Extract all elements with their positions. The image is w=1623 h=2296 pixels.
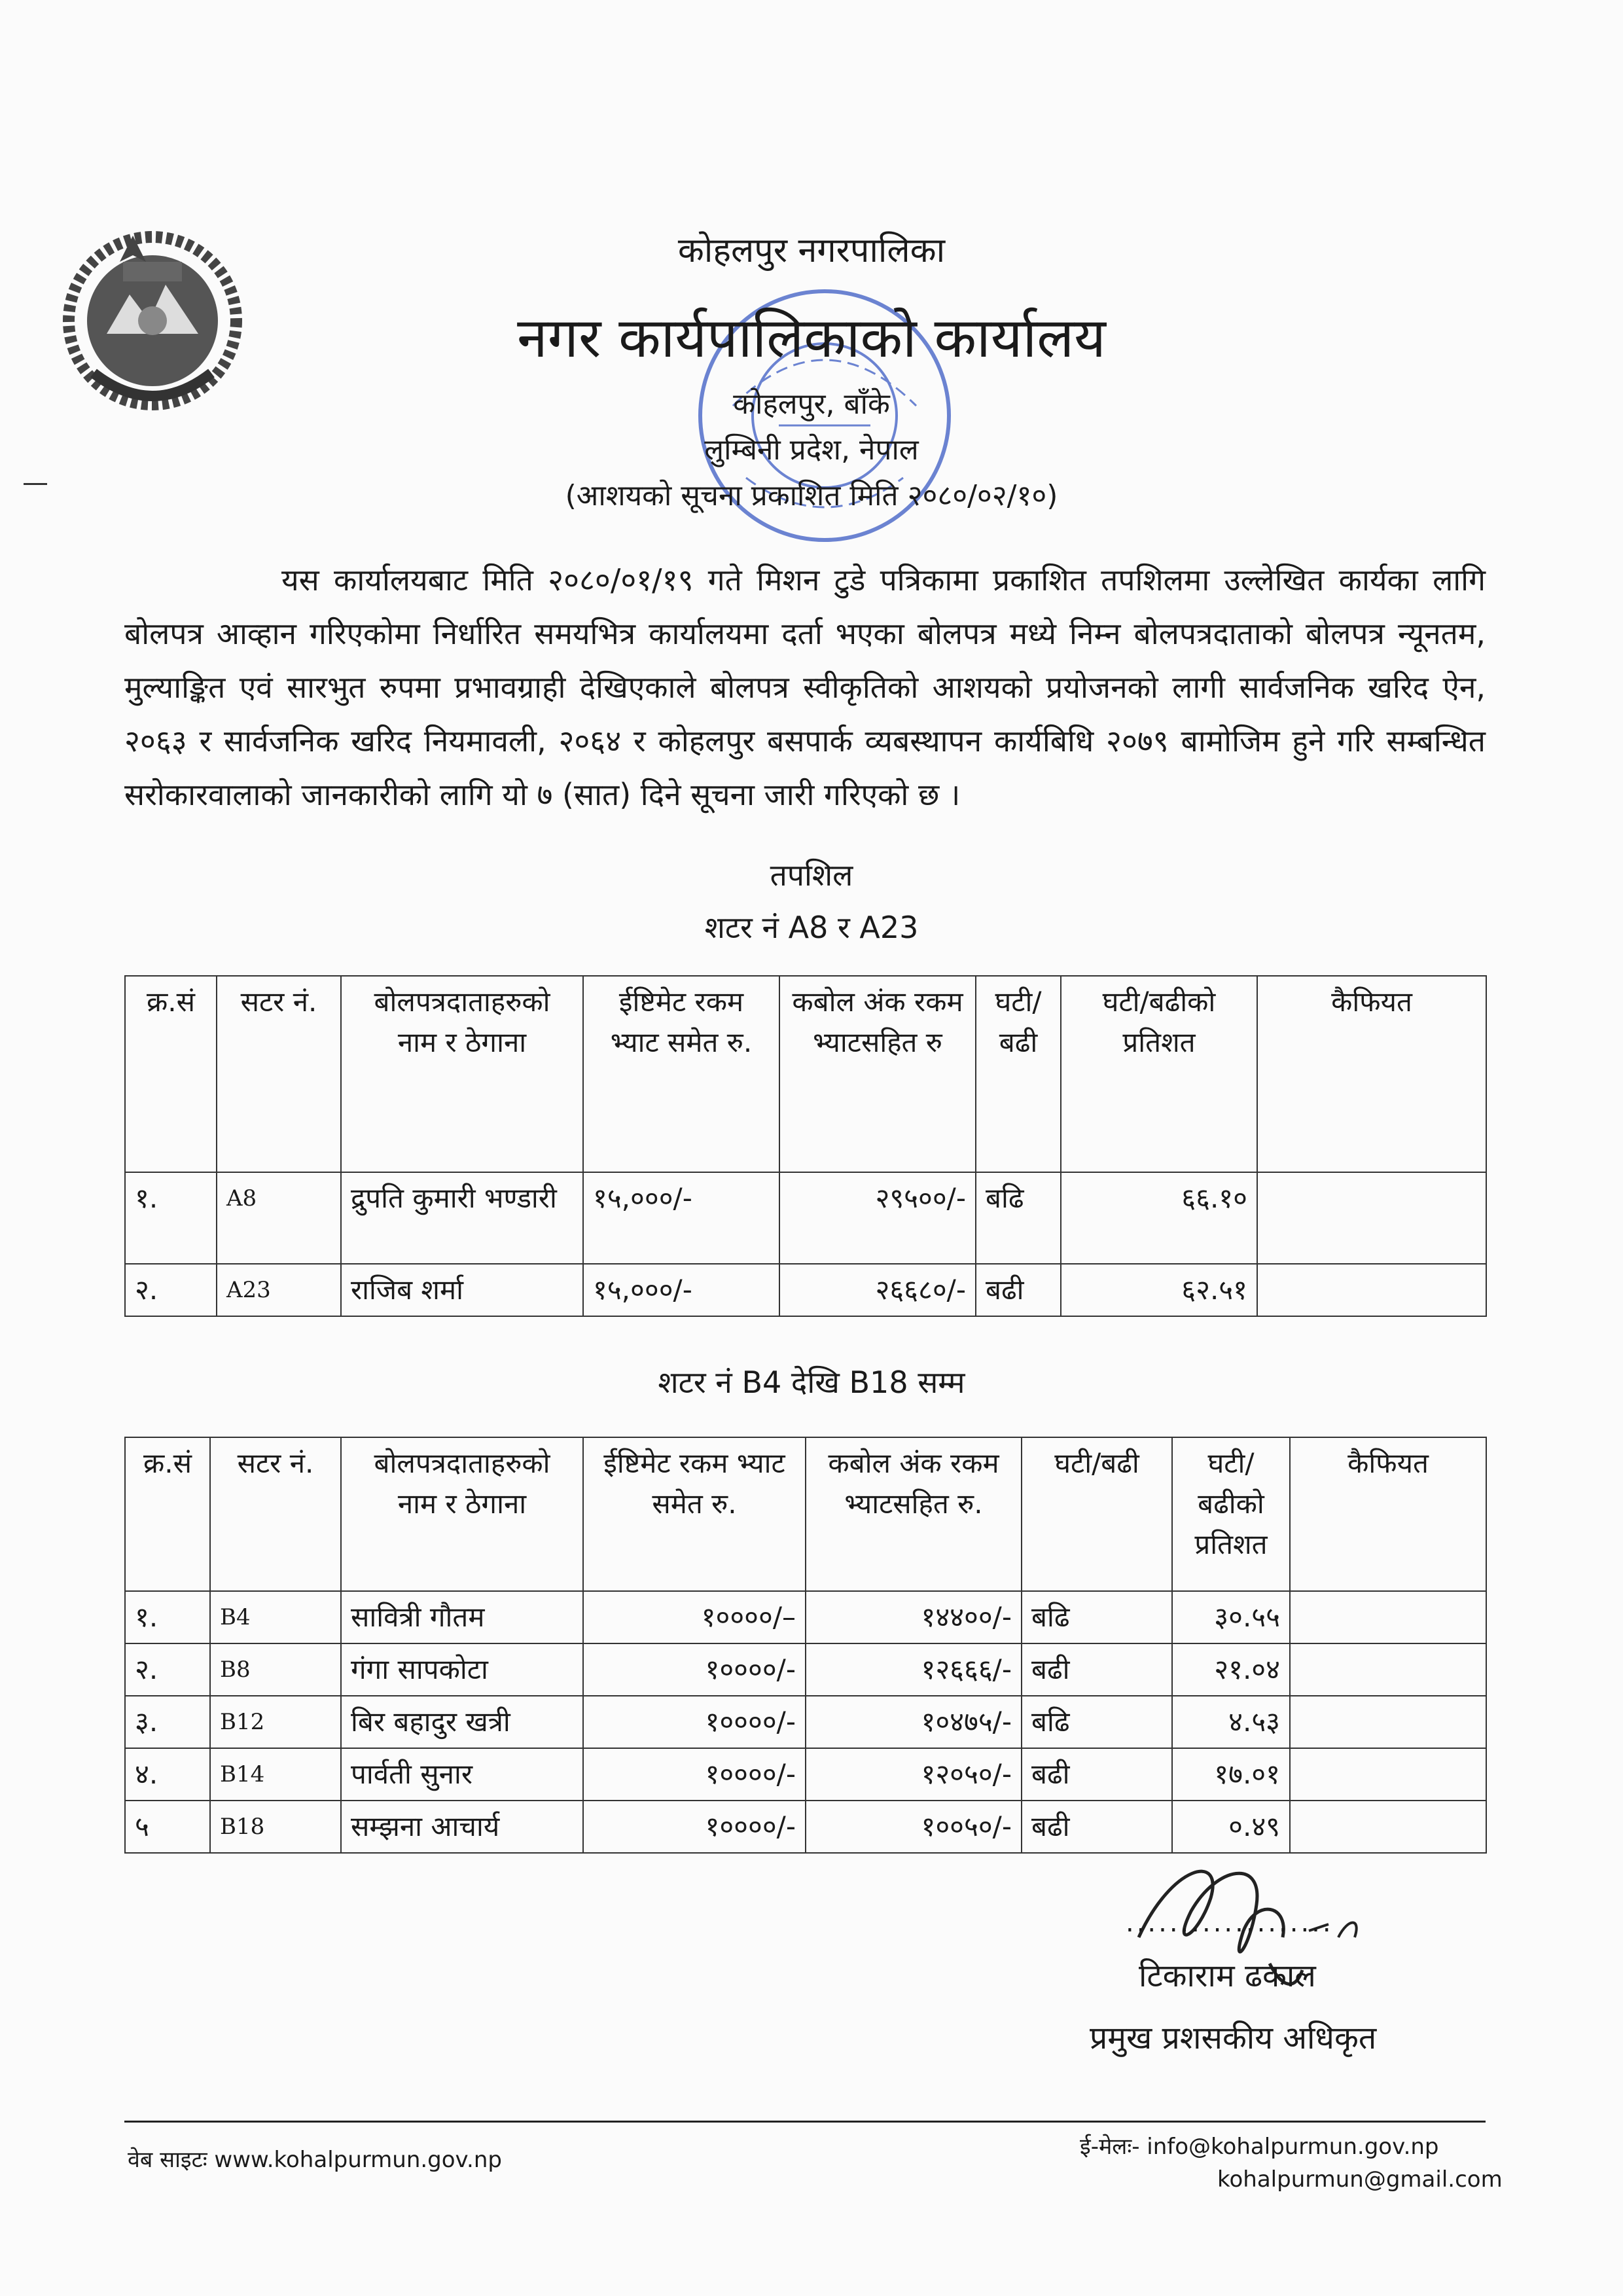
notice-body: यस कार्यालयबाट मिति २०८०/०१/१९ गते मिशन टुडे पत्रिकामा प्रकाशित तपशिलमा उल्लेखित कार्यका लागि बोलपत्र आव्हान गरिएकोमा निर्धारित समयभित्र कार्यालयमा दर्ता भएका बोलपत्र मध्ये निम्न बोलपत्रदाताको बोलपत्र न्यूनतम, मुल्याङ्कित एवं सारभुत रुपमा प्रभावग्राही देखिएकाले बोलपत्र स्वीकृतिको आशयको प्रयोजनको लागी सार्वजनिक खरिद ऐन, २०६३ र सार्वजनिक खरिद नियमावली, २०६४ र कोहलपुर बसपार्क व्यबस्थापन कार्यबिधि २०७९ बामोजिम हुने गरि सम्बन्धित सरोकारवालाको जानकारीको लागि यो ७ (सात) दिने सूचना जारी गरिएको छ । xyxy=(124,562,1486,812)
footer-divider xyxy=(124,2121,1486,2123)
cell-estimate: १००००/- xyxy=(583,1748,806,1801)
cell-type: बढी xyxy=(1022,1748,1172,1801)
cell-estimate: १००००/- xyxy=(583,1696,806,1748)
col-header-shutter: सटर नं. xyxy=(217,976,341,1172)
col-header-sn: क्र.सं xyxy=(125,976,217,1172)
cell-shutter: B14 xyxy=(210,1748,341,1801)
cell-remarks xyxy=(1290,1748,1486,1801)
municipality-name: कोहलपुर नगरपालिका xyxy=(677,231,946,270)
table-row xyxy=(125,1591,1486,1643)
table-row xyxy=(125,1643,1486,1696)
cell-remarks xyxy=(1290,1591,1486,1643)
table-row xyxy=(125,1748,1486,1801)
cell-estimate: १५,०००/- xyxy=(583,1264,779,1316)
cell-sn: ५ xyxy=(125,1801,210,1853)
col-header-estimate: ईष्टिमेट रकम भ्याट समेत रु. xyxy=(583,1437,806,1591)
table-header-row xyxy=(125,1437,1486,1591)
cell-percent: ४.५३ xyxy=(1172,1696,1290,1748)
col-header-shutter: सटर नं. xyxy=(210,1437,341,1591)
col-header-estimate: ईष्टिमेट रकम भ्याट समेत रु. xyxy=(583,976,779,1172)
cell-bid: १०४७५/- xyxy=(806,1696,1022,1748)
col-header-bid: कबोल अंक रकम भ्याटसहित रु. xyxy=(806,1437,1022,1591)
table2-title: शटर नं B4 देखि B18 सम्म xyxy=(658,1365,965,1400)
cell-name: सम्झना आचार्य xyxy=(341,1801,583,1853)
cell-type: बढि xyxy=(1022,1696,1172,1748)
cell-shutter: A8 xyxy=(217,1172,341,1264)
cell-percent: २१.०४ xyxy=(1172,1643,1290,1696)
address-line-2: लुम्बिनी प्रदेश, नेपाल xyxy=(704,433,919,467)
cell-estimate: १००००/- xyxy=(583,1643,806,1696)
cell-sn: २. xyxy=(125,1643,210,1696)
col-header-bidder: बोलपत्रदाताहरुको नाम र ठेगाना xyxy=(341,1437,583,1591)
table-header-row xyxy=(125,976,1486,1172)
cell-bid: १२६६६/- xyxy=(806,1643,1022,1696)
schedule-title: तपशिल xyxy=(770,857,853,893)
cell-sn: ३. xyxy=(125,1696,210,1748)
cell-type: बढी xyxy=(1022,1643,1172,1696)
cell-type: बढि xyxy=(976,1172,1061,1264)
col-header-bidder: बोलपत्रदाताहरुको नाम र ठेगाना xyxy=(341,976,583,1172)
cell-percent: ६६.१० xyxy=(1061,1172,1257,1264)
address-line-1: कोहलपुर, बाँके xyxy=(733,387,890,421)
cell-percent: ३०.५५ xyxy=(1172,1591,1290,1643)
cell-name: बिर बहादुर खत्री xyxy=(341,1696,583,1748)
shutter-table-b xyxy=(124,1437,1487,1854)
table-row xyxy=(125,1264,1486,1316)
col-header-type: घटी/ बढी xyxy=(976,976,1061,1172)
cell-bid: १००५०/- xyxy=(806,1801,1022,1853)
signer-name: टिकाराम ढकाल xyxy=(1139,1958,1316,1994)
cell-name: सावित्री गौतम xyxy=(341,1591,583,1643)
cell-remarks xyxy=(1290,1643,1486,1696)
footer-email-1: ई-मेलः- info@kohalpurmun.gov.np xyxy=(1080,2134,1439,2160)
col-header-remarks: कैफियत xyxy=(1290,1437,1486,1591)
table-row xyxy=(125,1172,1486,1264)
cell-type: बढी xyxy=(976,1264,1061,1316)
cell-type: बढी xyxy=(1022,1801,1172,1853)
cell-bid: २९५००/- xyxy=(779,1172,976,1264)
signature-line: ................... xyxy=(1126,1908,1334,1938)
cell-estimate: १००००/– xyxy=(583,1591,806,1643)
col-header-percent: घटी/बढीको प्रतिशत xyxy=(1061,976,1257,1172)
office-title: नगर कार्यपालिकाको कार्यालय xyxy=(517,306,1106,370)
cell-remarks xyxy=(1257,1172,1486,1264)
col-header-sn: क्र.सं xyxy=(125,1437,210,1591)
cell-name: गंगा सापकोटा xyxy=(341,1643,583,1696)
cell-shutter: A23 xyxy=(217,1264,341,1316)
cell-percent: ०.४९ xyxy=(1172,1801,1290,1853)
table-row xyxy=(125,1696,1486,1748)
cell-name: द्रुपति कुमारी भण्डारी xyxy=(341,1172,583,1264)
cell-shutter: B8 xyxy=(210,1643,341,1696)
col-header-bid: कबोल अंक रकम भ्याटसहित रु xyxy=(779,976,976,1172)
cell-sn: २. xyxy=(125,1264,217,1316)
signer-title: प्रमुख प्रशसकीय अधिकृत xyxy=(1090,2020,1377,2056)
cell-percent: १७.०१ xyxy=(1172,1748,1290,1801)
col-header-percent: घटी/बढीको प्रतिशत xyxy=(1172,1437,1290,1591)
cell-estimate: १००००/- xyxy=(583,1801,806,1853)
cell-remarks xyxy=(1257,1264,1486,1316)
cell-percent: ६२.५१ xyxy=(1061,1264,1257,1316)
cell-bid: १२०५०/- xyxy=(806,1748,1022,1801)
cell-name: पार्वती सुनार xyxy=(341,1748,583,1801)
cell-type: बढि xyxy=(1022,1591,1172,1643)
cell-estimate: १५,०००/- xyxy=(583,1172,779,1264)
col-header-type: घटी/बढी xyxy=(1022,1437,1172,1591)
cell-remarks xyxy=(1290,1696,1486,1748)
cell-sn: १. xyxy=(125,1172,217,1264)
cell-name: राजिब शर्मा xyxy=(341,1264,583,1316)
cell-bid: १४४००/- xyxy=(806,1591,1022,1643)
notice-date: (आशयको सूचना प्रकाशित मिति २०८०/०२/१०) xyxy=(565,479,1058,512)
table1-title: शटर नं A8 र A23 xyxy=(704,910,919,945)
shutter-table-a xyxy=(124,975,1487,1317)
col-header-remarks: कैफियत xyxy=(1257,976,1486,1172)
cell-shutter: B18 xyxy=(210,1801,341,1853)
cell-shutter: B4 xyxy=(210,1591,341,1643)
cell-bid: २६६८०/- xyxy=(779,1264,976,1316)
footer-email-2: kohalpurmun@gmail.com xyxy=(1217,2166,1503,2193)
cell-sn: १. xyxy=(125,1591,210,1643)
cell-shutter: B12 xyxy=(210,1696,341,1748)
cell-sn: ४. xyxy=(125,1748,210,1801)
footer-website: वेब साइटः www.kohalpurmun.gov.np xyxy=(128,2147,502,2173)
